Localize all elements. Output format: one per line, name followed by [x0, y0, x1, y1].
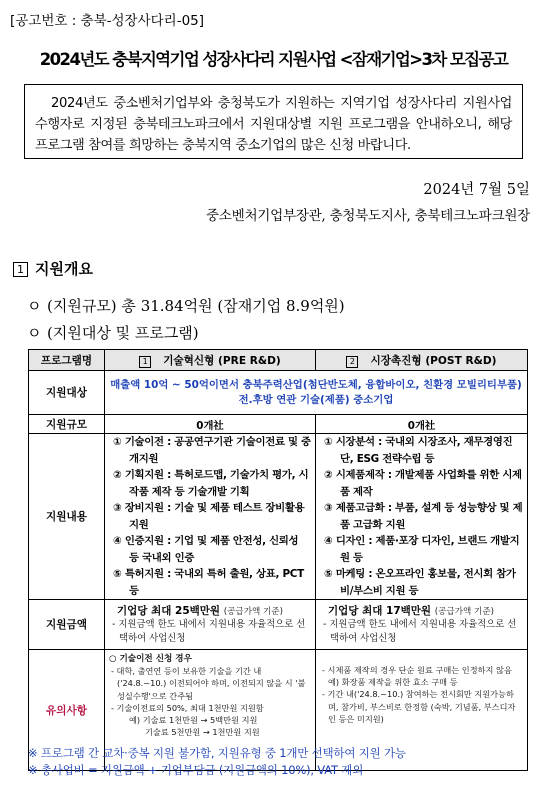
program-table	[28, 349, 528, 771]
list-item: ④ 인증지원 : 기업 및 제품 안전성, 신뢰성 등 국내외 인증	[113, 535, 299, 564]
bullet-mark: ㅇ	[27, 324, 42, 342]
page-title: 2024년도 충북지역기업 성장사다리 지원사업 <잠재기업>3차 모집공고	[39, 50, 508, 69]
amount-value	[320, 603, 523, 618]
section-number-box: 1	[13, 262, 28, 277]
list-item: - 시제품 제작의 경우 단순 원료 구매는 인정하지 않음 예) 화장품 제작을 위한 효소 구매 등	[322, 665, 512, 688]
amount-program-2	[316, 600, 528, 650]
row-label: 지원내용	[29, 434, 105, 600]
table-row-content	[29, 434, 528, 600]
program-number-box: 2	[346, 356, 358, 368]
header-program-2-label: 시장촉진형 (POST R&D)	[370, 354, 497, 367]
bullet-scale	[27, 295, 345, 316]
amount-note: (공급가액 기준)	[223, 607, 283, 617]
list-item: ⑤ 마케팅 : 온오프라인 홍보물, 전시회 참가비/부스비 지원 등	[324, 568, 516, 597]
list-item: - 기간 내('24.8.~10.) 참여하는 전시회만 지원가능하며, 참가비, 부스비로 한정함 (숙박, 기념품, 부스디자인 등은 미지원)	[322, 689, 516, 724]
header-program-name: 프로그램명	[29, 350, 105, 371]
bullet-mark: ㅇ	[27, 297, 42, 315]
bullet-text: (지원규모) 총 31.84억원 (잠재기업 8.9억원)	[47, 297, 345, 315]
list-item: ④ 디자인 : 제품·포장 디자인, 브랜드 개발지원 등	[324, 535, 520, 564]
list-item: ⑤ 특허지원 : 국내외 특허 출원, 상표, PCT 등	[113, 568, 304, 597]
row-label: 지원대상	[29, 371, 105, 415]
list-item: ③ 제품고급화 : 부품, 설계 등 성능향상 및 제품 고급화 지원	[324, 502, 523, 531]
list-item: ① 기술이전 : 공공연구기관 기술이전료 및 중개지원	[113, 436, 311, 465]
table-row-scale	[29, 415, 528, 434]
row-label: 지원금액	[29, 600, 105, 650]
amount-description: - 지원금액 한도 내에서 지원내용 자율적으로 선택하여 사업신청	[323, 619, 517, 644]
section-title: 지원개요	[35, 260, 93, 278]
list-item: 기술료 5천만원 → 1천만원 지원	[145, 727, 260, 738]
row-label: 유의사항	[29, 650, 105, 771]
amount-text: 기업당 최대 25백만원	[117, 605, 221, 617]
scale-program-2: 0개社	[316, 415, 528, 434]
note-line: ※ 총사업비 = 지원금액 + 기업부담금 (지원금액의 10%), VAT 제외	[28, 763, 364, 777]
list-item: ② 기획지원 : 특허로드맵, 기술가치 평가, 시작품 제작 등 기술개발 기획	[113, 469, 309, 498]
section-heading	[13, 258, 93, 279]
list-item: ② 시제품제작 : 개발제품 사업화를 위한 시제품 제작	[324, 469, 522, 498]
list-item: ③ 장비지원 : 기술 및 제품 테스트 장비활용지원	[113, 502, 305, 531]
table-row-amount	[29, 600, 528, 650]
amount-text: 기업당 최대 17백만원	[328, 605, 432, 617]
intro-box: 2024년도 중소벤처기업부와 충청북도가 지원하는 지역기업 성장사다리 지원사업 수행자로 지정된 충북테크노파크에서 지원대상별 지원 프로그램을 안내하오니, 해당 프로그램 참여를 희망하는 충북지역 중소기업의 많은 신청 바랍니다.	[24, 84, 523, 159]
list-item: 예) 기술료 1천만원 → 5백만원 지원	[129, 715, 258, 726]
table-row-target	[29, 371, 528, 415]
header-program-1	[105, 350, 316, 371]
row-label: 지원규모	[29, 415, 105, 434]
header-program-2	[316, 350, 528, 371]
program-number-box: 1	[139, 356, 151, 368]
amount-program-1	[105, 600, 316, 650]
notice-number: [공고번호 : 충북-성장사다리-05]	[10, 13, 205, 29]
note-line: ※ 프로그램 간 교차·중복 지원 불가함, 지원유형 중 1개만 선택하여 지원 가능	[28, 746, 406, 760]
signers: 중소벤처기업부장관, 충청북도지사, 충북테크노파크원장	[205, 208, 530, 224]
header-program-1-label: 기술혁신형 (PRE R&D)	[163, 354, 281, 367]
bullet-target	[27, 322, 199, 343]
amount-value	[109, 603, 311, 618]
content-program-2	[316, 434, 528, 600]
amount-note: (공급가액 기준)	[434, 607, 494, 617]
notice-date: 2024년 7월 5일	[423, 182, 530, 198]
target-description: 매출액 10억 ~ 50억이면서 충북주력산업(첨단반도체, 융합바이오, 친환경 모빌리티부품) 전.후방 연관 기술(제품) 중소기업	[105, 371, 528, 415]
table-header-row	[29, 350, 528, 371]
list-item: - 대학, 출연연 등이 보유한 기술을 기간 내 ('24.8.~10.) 이전되어야 하며, 이전되지 않을 시 '불성실수행'으로 간주됨	[111, 666, 306, 701]
content-program-1	[105, 434, 316, 600]
scale-program-1: 0개社	[105, 415, 316, 434]
list-item: - 기술이전료의 50%, 최대 1천만원 지원함	[111, 702, 264, 713]
bullet-text: (지원대상 및 프로그램)	[47, 324, 199, 342]
list-item: ① 시장분석 : 국내외 시장조사, 재무경영진단, ESG 전략수립 등	[324, 436, 513, 465]
caution-heading: ○ 기술이전 신청 경우	[109, 654, 192, 664]
amount-description: - 지원금액 한도 내에서 지원내용 자율적으로 선택하여 사업신청	[112, 619, 306, 644]
